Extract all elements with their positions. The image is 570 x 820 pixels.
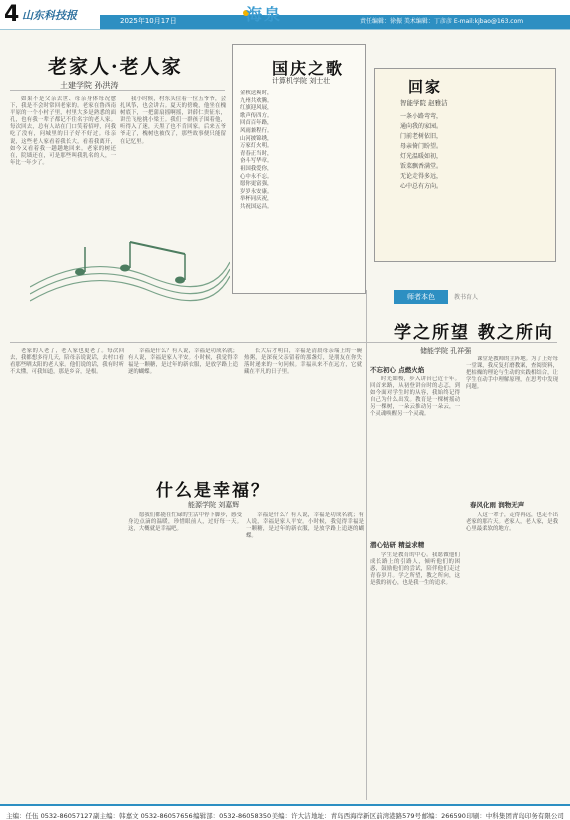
footer-editor: 主编：任伍 0532-86057127 <box>6 812 93 820</box>
poem-author-national-day: 计算机学院 刘士壮 <box>272 77 331 85</box>
article-body-hometown-c: 老家的人老了，老人家也更老了。每次回去，我都想多待几天，陪母亲说说话，去村口看看那些晒太阳的老人家。他们说的话，我有时听不太懂，可我知道，那是乡音，是根。 <box>10 348 124 376</box>
column-badge: 师者本色 <box>394 290 448 304</box>
article-title-happiness: 什么是幸福？ <box>156 481 270 501</box>
column-subtitle: 教书育人 <box>454 294 479 301</box>
article-author-teaching: 储能学院 孔祥强 <box>420 347 472 355</box>
article-body-happiness-d: 幸福是什么？有人说，幸福是功成名就；有人说，幸福是家人平安。小时候，我觉得幸福是一颗糖，是过年的新衣服，是放学路上追逐的蝴蝶。 <box>246 512 364 540</box>
poem-title-national-day: 国庆之歌 <box>272 59 345 78</box>
music-notes-illustration <box>30 232 230 322</box>
subhead-2: 潜心钻研 精益求精 <box>370 541 425 549</box>
poem-body-home: 一条小路弯弯， 通向我的家园。 门前老树依旧， 母亲倚门盼望。 灯光温暖如初， 饭菜飘香满堂。 无论走得多远， 心中总有方向。 <box>400 113 443 190</box>
article-body-hometown-b: 我小时候，村东头住着一位五爷爷，会扎风筝，也会讲古。夏天的傍晚，他坐在槐树底下，一把蒲扇摇啊摇，讲薛仁贵征东，讲岳飞枪挑小梁王。我们一群孩子围着他，听得入了迷，天黑了也不肯回家。后来五爷爷走了，槐树也被伐了，那些故事便只能留在记忆里。 <box>120 96 226 145</box>
divider <box>10 90 225 91</box>
section-title: 海泉 <box>246 5 283 24</box>
footer-art: 美编：许大洁 <box>271 812 311 820</box>
article-author-happiness: 能源学院 刘嘉辉 <box>188 501 240 509</box>
poem-author-home: 智能学院 赵雅洁 <box>400 99 448 107</box>
footer-address: 地址：青岛西海岸新区前湾港路579号 <box>311 812 422 820</box>
article-body-teaching-d: 人这一辈子，走得再远，也走不出老家的那片天。老家人，老人家，是我心里最柔软的地方。 <box>466 512 558 533</box>
poem-body-national-day: 金秋送爽时， 九州共欢腾。 红旗迎风展， 歌声传四方。 回首百年路， 风雨兼程行。 山河披锦绣， 万家灯火明。 青春正当时， 奋斗写华章。 祖国我爱你， 心中永不忘。 愿你更富强， 岁岁永安康。 举杯同庆祝， 共祝国运昌。 <box>240 90 273 210</box>
newspaper-logo: 山东科技报 <box>22 9 77 22</box>
article-title-hometown: 老家人·老人家 <box>48 56 183 78</box>
article-body-happiness-top: 幸福是什么？有人说，幸福是功成名就；有人说，幸福是家人平安。小时候，我觉得幸福是一颗糖，是过年的新衣服，是放学路上追逐的蝴蝶。 <box>128 348 238 376</box>
article-body-hometown-a: 如果不是父亲去世、母亲身体每况愈下，我是不会时常回老家的。老家在鲁西南平原的一个小村子里，村里大多是熟悉的面孔，也有我一辈子都记不住名字的老人家。每次回去，总有人站在门口笑着招呼，问我吃了没有，问城里的日子好不好过。母亲说，这些老人家看着我长大，看着我离开，如今又看着我一趟趟地回来。老家的树还在，院墙还在，可是那些叫我乳名的人，一年比一年少了。 <box>10 96 116 166</box>
article-body-teaching-c: 学生是教育的中心。我愿做他们成长路上的引路人，倾听他们的困惑，鼓励他们的尝试，陪伴他们走过青春岁月。学之所望，教之所向，这是我的初心，也是我一生的追求。 <box>370 552 460 587</box>
article-author-hometown: 土建学院 孙洪涛 <box>60 81 119 90</box>
article-body-happiness-b: 长大后才明白，幸福是清晨母亲端上的一碗热粥，是深夜父亲留着的那盏灯，是朋友在你失落时递来的一句问候。幸福从来不在远方，它就藏在平凡的日子里。 <box>244 348 362 376</box>
footer-printer: 印刷：中科集团青岛印务有限公司 <box>466 812 564 820</box>
issue-date: 2025年10月17日 <box>120 17 177 25</box>
article-title-teaching: 学之所望 教之所向 <box>394 323 554 343</box>
article-body-happiness-c: 愿我们都能在忙碌的生活中停下脚步，感受身边点滴的温暖，珍惜眼前人，过好每一天。这，大概就是幸福吧。 <box>128 512 242 533</box>
subhead-3: 春风化雨 润物无声 <box>470 501 525 509</box>
subhead-1: 不忘初心 点燃火焰 <box>370 366 425 374</box>
footer-desk: 编辑部：0532-86058350 <box>193 812 272 820</box>
article-body-teaching-a: 时光如梭，步入讲台已近十年。回首来路，从初登讲台时的忐忑，到如今面对学生时的从容，我始终记得自己为什么出发。教育是一棵树摇动另一棵树，一朵云推动另一朵云，一个灵魂唤醒另一个灵魂。 <box>370 376 460 418</box>
footer-zip: 邮编：266590 <box>421 812 466 820</box>
column-divider <box>366 290 367 800</box>
footer-deputy: 副主编：韩嘉文 0532-86057656 <box>93 812 193 820</box>
poem-title-home: 回家 <box>408 78 443 96</box>
editor-info: 责任编辑：徐振 美术编辑：丁彦彦 E-mail:kjbao@163.com <box>360 18 524 25</box>
page-number: 4 <box>4 2 20 27</box>
page-footer <box>0 804 570 820</box>
article-body-teaching-b: 课堂是教师的主阵地。为了上好每一堂课，我反复打磨教案，查阅资料，把枯燥的理论与生动的实践相结合，让学生在动手中理解原理，在思考中发现问题。 <box>466 356 558 391</box>
